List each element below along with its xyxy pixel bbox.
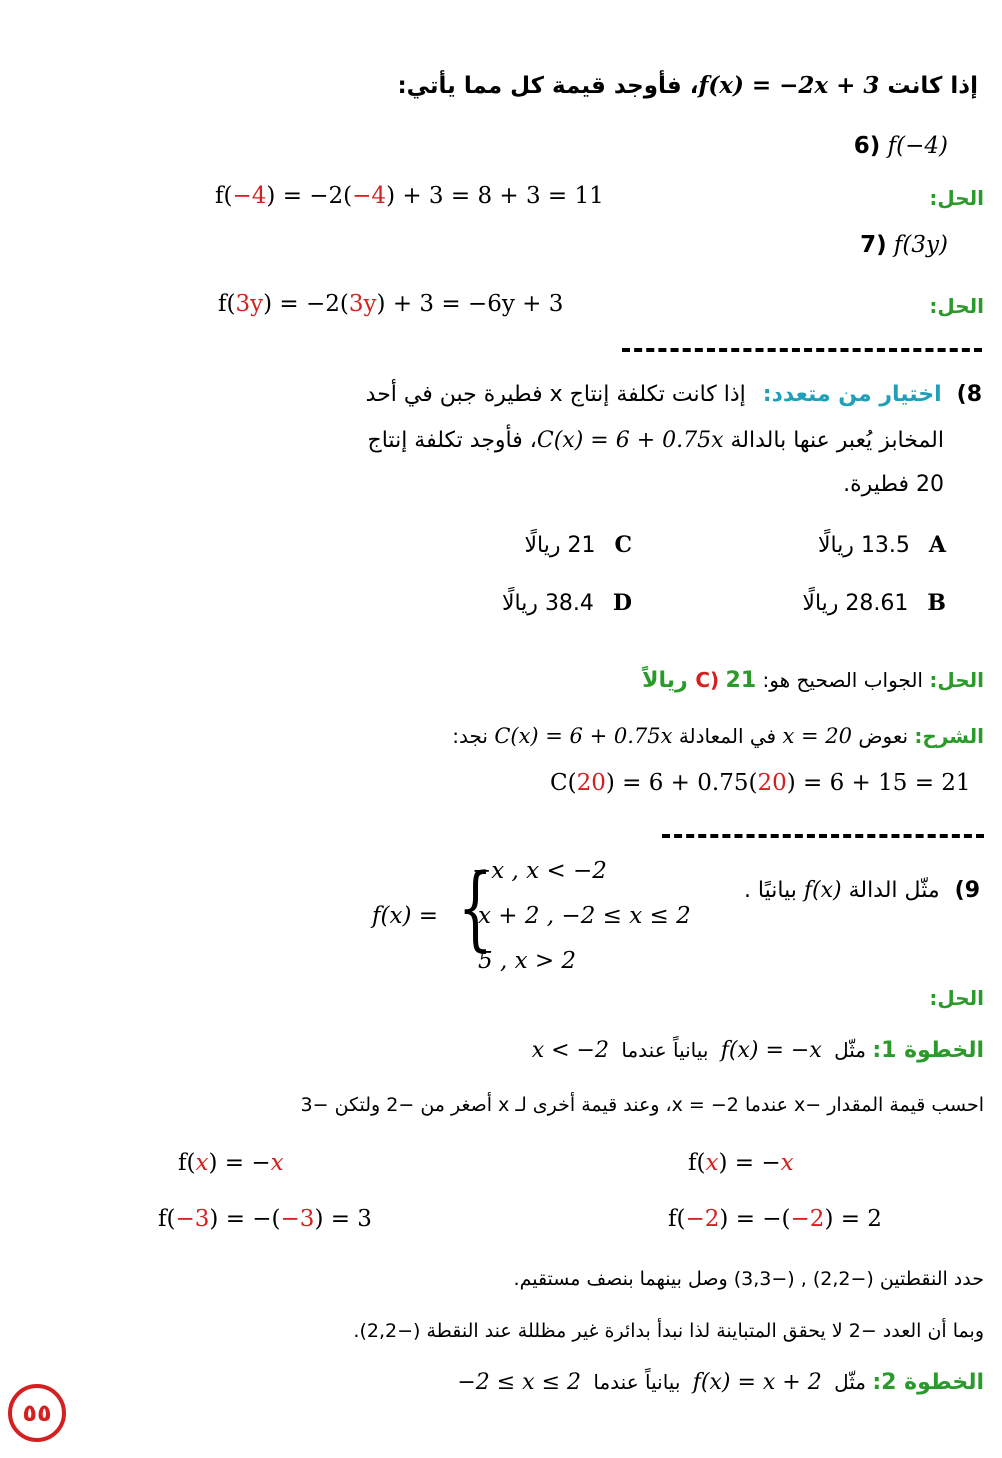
q6-solution: f(−4) = −2(−4) + 3 = 8 + 3 = 11 <box>215 183 604 209</box>
step-label: الخطوة 2: <box>872 1370 984 1395</box>
answer-letter: C) <box>695 668 720 692</box>
q8-explanation: الشرح: نعوض x = 20 في المعادلة C(x) = 6 + 0.75x نجد: <box>452 724 984 748</box>
work-right-1: f(x) = −x <box>688 1150 794 1176</box>
option-d[interactable]: D 38.4 ريالًا <box>501 590 632 616</box>
question-number: 7) <box>860 232 887 258</box>
option-c[interactable]: C 21 ريالًا <box>524 532 632 558</box>
question-expr: f(−4) <box>887 133 948 159</box>
intro-suffix: ، فأوجد قيمة كل مما يأتي: <box>397 73 699 99</box>
points-note: حدد النقطتين (−2,2) , (−3,3) وصل بينهما بنصف مستقيم. <box>513 1268 984 1290</box>
section-divider <box>622 348 982 352</box>
option-b[interactable]: B 28.61 ريالًا <box>802 590 946 616</box>
question-7 <box>860 232 962 258</box>
inequality-note: وبما أن العدد −2 لا يحقق المتباينة لذا نبدأ بدائرة غير مظللة عند النقطة (−2,2). <box>353 1320 984 1342</box>
calc-note: احسب قيمة المقدار −x عندما x = −2، وعند قيمة أخرى لـ x أصغر من −2 ولتكن −3 <box>300 1094 984 1116</box>
piecewise-case-3: 5 , x > 2 <box>478 948 577 974</box>
solution-label: الحل: <box>929 668 984 692</box>
question-8-line1: 8) اختيار من متعدد: إذا كانت تكلفة إنتاج x فطيرة جبن في أحد <box>365 382 982 407</box>
page-number-badge: ٥٥ <box>8 1384 66 1442</box>
multiple-choice-tag: اختيار من متعدد: <box>762 382 942 407</box>
question-number: 8) <box>956 382 982 407</box>
explanation-label: الشرح: <box>914 724 984 748</box>
solution-label: الحل: <box>929 986 984 1010</box>
option-a[interactable]: A 13.5 ريالًا <box>817 532 946 558</box>
question-6 <box>854 133 962 159</box>
step-2: الخطوة 2: مثّل f(x) = x + 2 بيانياً عندما −2 ≤ x ≤ 2 <box>457 1370 984 1395</box>
question-8-line3: 20 فطيرة. <box>843 472 944 497</box>
question-number: 9) <box>954 878 980 903</box>
question-number: 6) <box>853 133 881 159</box>
question-expr: f(3y) <box>893 232 948 258</box>
work-left-2: f(−3) = −(−3) = 3 <box>158 1206 372 1232</box>
step-1: الخطوة 1: مثّل f(x) = −x بيانياً عندما x < −2 <box>531 1038 984 1063</box>
section-divider <box>662 834 984 838</box>
q8-calculation: C(20) = 6 + 0.75(20) = 6 + 15 = 21 <box>550 770 971 796</box>
question-9: 9) مثّل الدالة f(x) بيانيًا . <box>743 878 980 903</box>
work-left-1: f(x) = −x <box>178 1150 284 1176</box>
piecewise-lhs: f(x) = <box>372 903 439 929</box>
q8-answer: الحل: الجواب الصحيح هو: C) 21 ريالاً <box>642 668 984 693</box>
solution-label: الحل: <box>929 294 984 318</box>
brace: { <box>457 854 493 961</box>
step-label: الخطوة 1: <box>872 1038 984 1063</box>
answer-value: 21 ريالاً <box>642 668 757 693</box>
question-8-line2: المخابز يُعبر عنها بالدالة C(x) = 6 + 0.75x، فأوجد تكلفة إنتاج <box>367 428 944 453</box>
intro-formula: f(x) = −2x + 3 <box>698 72 880 99</box>
intro-prefix: إذا كانت <box>879 73 978 99</box>
question-6-intro <box>397 72 978 99</box>
piecewise-case-2: x + 2 , −2 ≤ x ≤ 2 <box>478 903 691 929</box>
solution-label: الحل: <box>929 186 984 210</box>
work-right-2: f(−2) = −(−2) = 2 <box>668 1206 882 1232</box>
q7-solution: f(3y) = −2(3y) + 3 = −6y + 3 <box>218 291 564 317</box>
piecewise-case-1: −x , x < −2 <box>472 858 607 884</box>
